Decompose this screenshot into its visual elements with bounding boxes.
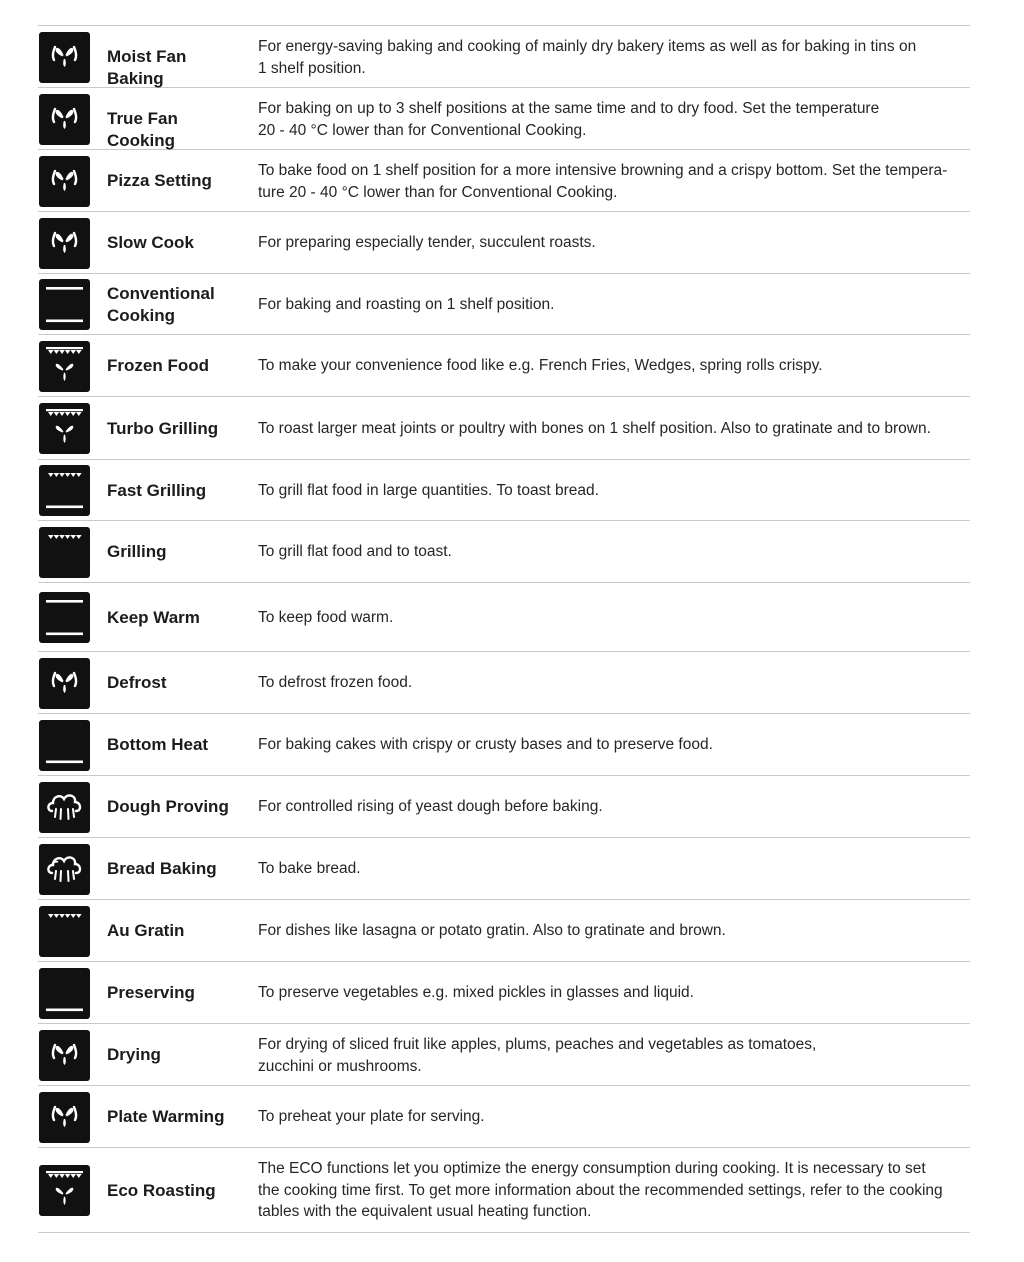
function-row-conventional-cooking <box>38 274 970 335</box>
function-name <box>107 283 247 327</box>
function-row-dough-proving <box>38 776 970 838</box>
description-line: For controlled rising of yeast dough before baking. <box>258 798 603 815</box>
function-description <box>258 672 963 694</box>
bread-icon <box>39 844 90 895</box>
fan-icon <box>39 1092 90 1143</box>
function-name: Eco Roasting <box>107 1181 216 1200</box>
function-description <box>258 160 963 203</box>
function-description <box>258 294 963 316</box>
function-name: Turbo Grilling <box>107 419 219 438</box>
description-line: To grill flat food in large quantities. To toast bread. <box>258 482 599 499</box>
function-name: Fast Grilling <box>107 481 207 500</box>
description-line: For baking cakes with crispy or crusty bases and to preserve food. <box>258 736 713 753</box>
description-line: To make your convenience food like e.g. French Fries, Wedges, spring rolls crispy. <box>258 357 823 374</box>
description-line: To defrost frozen food. <box>258 674 413 691</box>
fan-icon <box>39 94 90 145</box>
function-row-grilling <box>38 521 970 583</box>
function-name: True Fan Cooking <box>107 109 178 150</box>
function-row-bread-baking <box>38 838 970 900</box>
function-description <box>258 480 963 502</box>
function-row-pizza-setting <box>38 150 970 212</box>
description-line: To roast larger meat joints or poultry with bones on 1 shelf position. Also to gratinate and to brown. <box>258 420 931 437</box>
description-line: For baking on up to 3 shelf positions at the same time and to dry food. Set the temperature <box>258 100 880 117</box>
top-bottom-heat-icon <box>39 279 90 330</box>
function-description <box>258 734 963 756</box>
description-line: zucchini or mushrooms. <box>258 1057 422 1075</box>
function-description <box>258 858 963 880</box>
description-line: For baking and roasting on 1 shelf position. <box>258 296 555 313</box>
grill-fan-icon <box>39 1165 90 1216</box>
top-bottom-heat-icon <box>39 592 90 643</box>
grill-icon <box>39 906 90 957</box>
oven-functions-table <box>38 25 970 1233</box>
description-line: For drying of sliced fruit like apples, plums, peaches and vegetables as tomatoes, <box>258 1036 817 1053</box>
function-name-line: Conventional <box>107 284 215 303</box>
fan-icon <box>39 156 90 207</box>
function-description <box>258 1034 963 1077</box>
function-row-au-gratin <box>38 900 970 962</box>
fan-icon <box>39 658 90 709</box>
fan-icon <box>39 32 90 83</box>
grill-icon <box>39 527 90 578</box>
function-row-fast-grilling <box>38 460 970 521</box>
dough-icon <box>39 782 90 833</box>
function-description <box>258 36 963 79</box>
function-name: Pizza Setting <box>107 171 212 190</box>
description-line: For energy-saving baking and cooking of mainly dry bakery items as well as for baking in tins on <box>258 38 917 55</box>
function-row-frozen-food <box>38 335 970 397</box>
description-line: 20 - 40 °C lower than for Conventional Cooking. <box>258 121 587 139</box>
function-description <box>258 355 963 377</box>
function-row-drying <box>38 1024 970 1086</box>
function-row-preserving <box>38 962 970 1024</box>
description-line: To bake bread. <box>258 860 361 877</box>
function-row-bottom-heat <box>38 714 970 776</box>
function-row-plate-warming <box>38 1086 970 1148</box>
function-description <box>258 1106 963 1128</box>
function-name: Defrost <box>107 673 167 692</box>
grill-fan-icon <box>39 341 90 392</box>
function-name: Bottom Heat <box>107 735 209 754</box>
description-line: ture 20 - 40 °C lower than for Conventional Cooking. <box>258 183 618 201</box>
function-description <box>258 541 963 563</box>
full-grill-icon <box>39 465 90 516</box>
grill-fan-icon <box>39 403 90 454</box>
fan-icon <box>39 1030 90 1081</box>
function-name: Slow Cook <box>107 233 194 252</box>
description-line: To preheat your plate for serving. <box>258 1108 485 1125</box>
function-description <box>258 796 963 818</box>
function-row-slow-cook <box>38 212 970 274</box>
function-name: Au Gratin <box>107 921 185 940</box>
fan-icon <box>39 218 90 269</box>
description-line: For preparing especially tender, succulent roasts. <box>258 234 596 251</box>
description-line: To grill flat food and to toast. <box>258 543 452 560</box>
description-line: 1 shelf position. <box>258 59 366 77</box>
function-description <box>258 98 963 141</box>
function-name: Bread Baking <box>107 859 217 878</box>
function-name: Keep Warm <box>107 608 200 627</box>
function-description <box>258 418 963 440</box>
description-line: The ECO functions let you optimize the energy consumption during cooking. It is necessary to set <box>258 1160 926 1177</box>
function-description <box>258 232 963 254</box>
bottom-heat-icon <box>39 968 90 1019</box>
function-name: Plate Warming <box>107 1107 225 1126</box>
description-line: For dishes like lasagna or potato gratin. Also to gratinate and brown. <box>258 922 726 939</box>
bottom-heat-icon <box>39 720 90 771</box>
function-name: Grilling <box>107 542 167 561</box>
function-row-defrost <box>38 652 970 714</box>
function-name: Moist Fan Baking <box>107 47 187 88</box>
function-name: Drying <box>107 1045 161 1064</box>
description-line: tables with the equivalent usual heating function. <box>258 1203 592 1220</box>
description-line: To bake food on 1 shelf position for a more intensive browning and a crispy bottom. Set the tempera- <box>258 162 948 179</box>
function-row-keep-warm <box>38 583 970 652</box>
description-line: the cooking time first. To get more information about the recommended settings, refer to the cooking <box>258 1181 943 1199</box>
function-name: Frozen Food <box>107 356 209 375</box>
function-name: Dough Proving <box>107 797 229 816</box>
function-name: Preserving <box>107 983 195 1002</box>
function-description <box>258 920 963 942</box>
description-line: To preserve vegetables e.g. mixed pickles in glasses and liquid. <box>258 984 694 1001</box>
function-description <box>258 607 963 629</box>
function-name-line: Cooking <box>107 306 175 325</box>
function-row-eco-roasting <box>38 1148 970 1233</box>
function-description <box>258 982 963 1004</box>
function-row-moist-fan-baking <box>38 26 970 88</box>
function-row-turbo-grilling <box>38 397 970 460</box>
function-description <box>258 1158 963 1223</box>
description-line: To keep food warm. <box>258 609 394 626</box>
function-row-true-fan-cooking <box>38 88 970 150</box>
